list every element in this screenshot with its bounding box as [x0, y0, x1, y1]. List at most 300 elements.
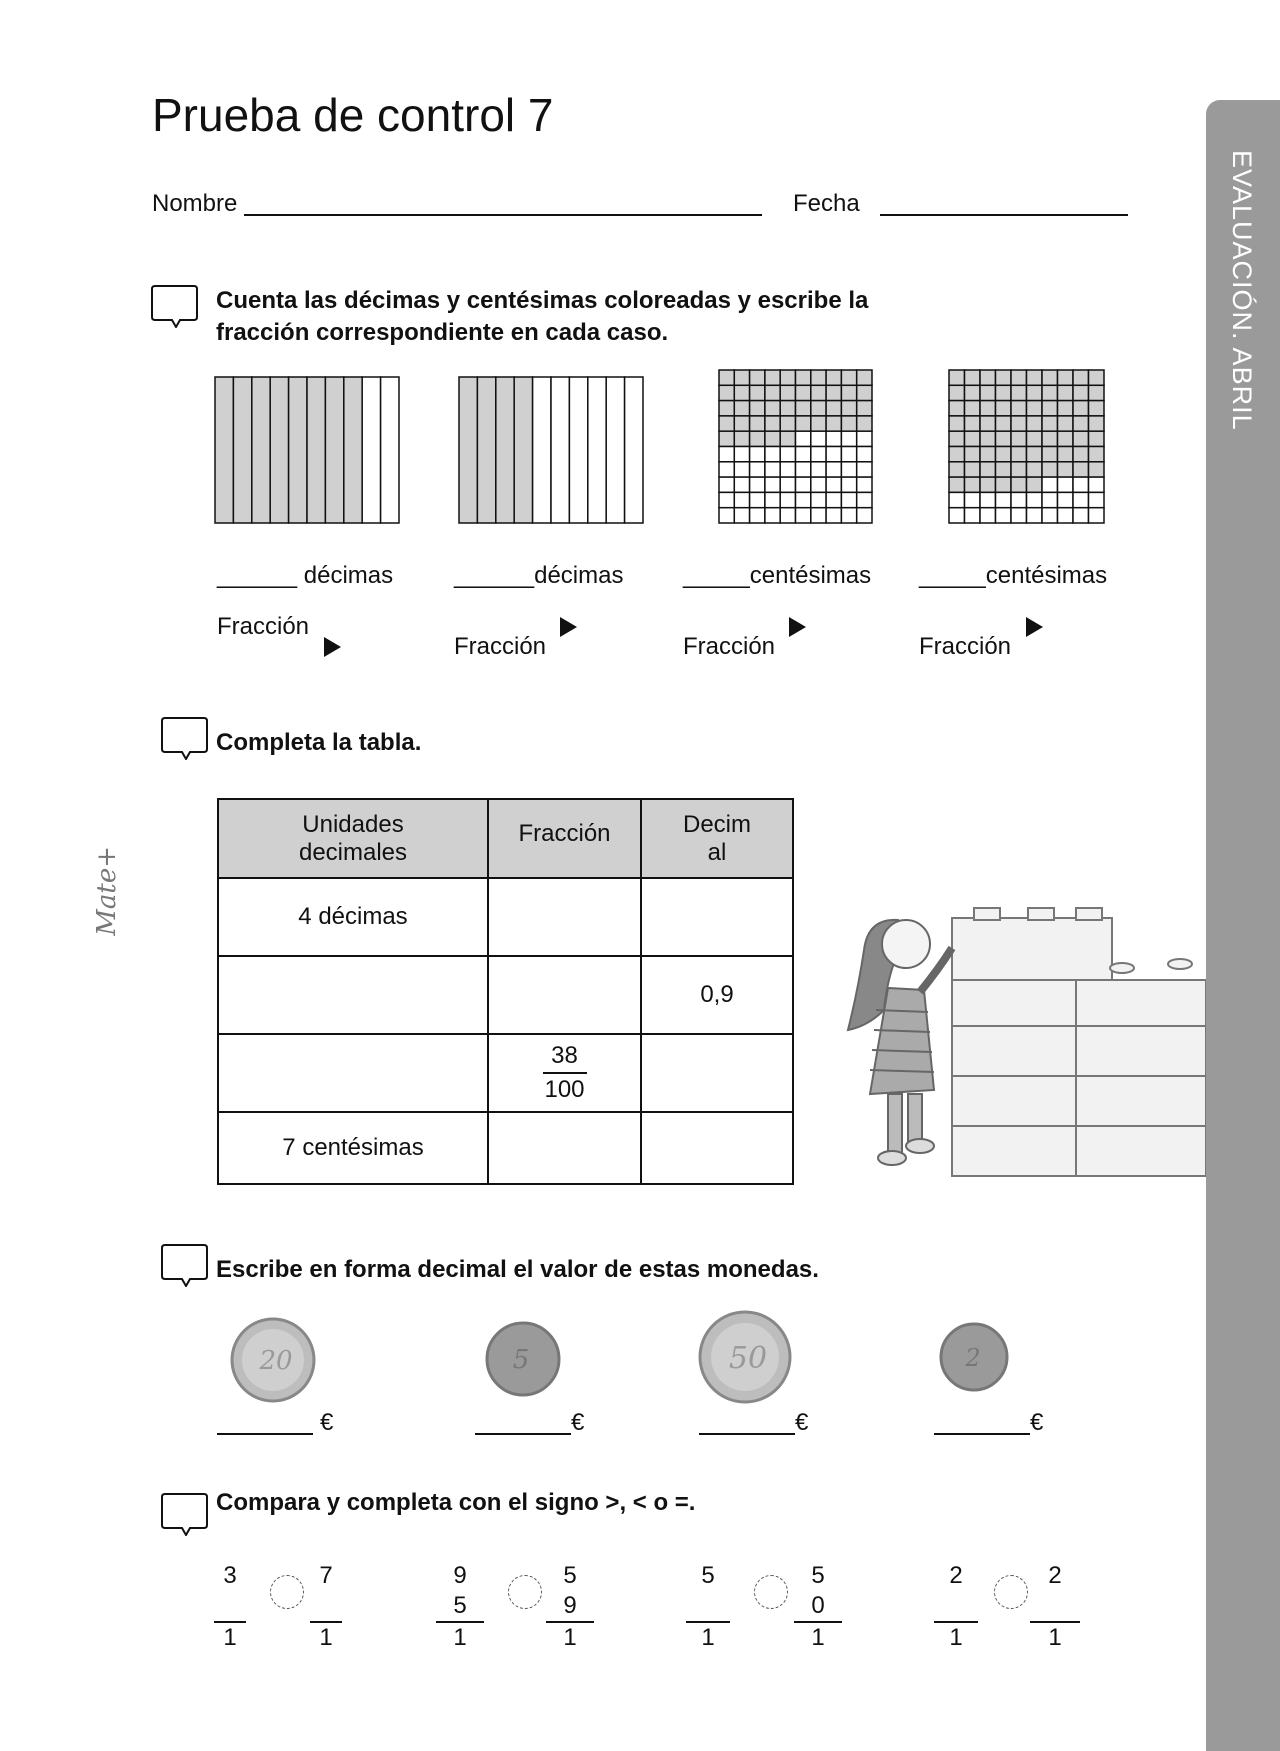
hundredth-cell — [841, 508, 856, 523]
hundredth-cell — [1089, 477, 1105, 492]
hundredth-cell — [1073, 401, 1089, 416]
page-title: Prueba de control 7 — [152, 89, 554, 141]
hundredth-cell — [796, 370, 811, 385]
coin-answer-4[interactable] — [934, 1433, 1030, 1435]
tenth-strip — [307, 377, 325, 523]
hundredth-cell — [857, 431, 872, 446]
hundredth-cell — [1042, 447, 1058, 462]
coin-50-cent-icon — [698, 1310, 792, 1404]
coin-face: 2 — [965, 1344, 981, 1372]
hundredth-cell — [949, 477, 965, 492]
hundredth-cell — [857, 492, 872, 507]
coin-2-cent-icon — [939, 1322, 1009, 1392]
hundredth-cell — [1089, 492, 1105, 507]
fraction-left: 9 5 1 — [436, 1561, 484, 1653]
cell-unidades: 7 centésimas — [218, 1112, 488, 1184]
cell-decimal[interactable] — [641, 1112, 793, 1184]
hundredth-cell — [980, 462, 996, 477]
fraction-denominator: 100 — [544, 1076, 585, 1103]
hundredth-cell — [1042, 477, 1058, 492]
hundredth-cell — [719, 477, 734, 492]
hundredth-cell — [965, 370, 981, 385]
hundredth-cell — [796, 492, 811, 507]
hundredth-cell — [1011, 431, 1027, 446]
fraction-label-1: Fracción — [217, 613, 310, 640]
hundredth-cell — [750, 462, 765, 477]
hundredth-cell — [826, 370, 841, 385]
hundredth-cell — [1027, 416, 1043, 431]
hundredth-cell — [857, 477, 872, 492]
hundredth-cell — [949, 431, 965, 446]
cell-unidades: 4 décimas — [218, 878, 488, 956]
hundredth-cell — [780, 401, 795, 416]
hundredth-cell — [719, 447, 734, 462]
hundredth-cell — [811, 508, 826, 523]
q1-answer-4[interactable]: _____centésimas — [919, 562, 1108, 589]
hundredth-cell — [1058, 416, 1074, 431]
hundredth-cell — [765, 416, 780, 431]
hundredth-cell — [796, 401, 811, 416]
euro-sign: € — [571, 1409, 585, 1436]
hundredth-cell — [780, 370, 795, 385]
q1-instruction: Cuenta las décimas y centésimas coloreadas y escribe la fracción correspondiente en cada caso. — [216, 287, 869, 346]
hundredth-cell — [826, 447, 841, 462]
hundredth-cell — [841, 447, 856, 462]
hundredth-cell — [965, 416, 981, 431]
arrow-icon — [1026, 617, 1043, 637]
tenth-strip — [215, 377, 233, 523]
fraction-right: 5 9 1 — [546, 1561, 594, 1653]
hundredth-cell — [1011, 416, 1027, 431]
fraction-label-3: Fracción — [683, 633, 776, 660]
tenth-strip — [459, 377, 477, 523]
coin-face: 50 — [728, 1341, 768, 1376]
side-tab-label: EVALUACIÓN. ABRIL — [1227, 150, 1257, 431]
coin-answer-2[interactable] — [475, 1433, 571, 1435]
header-unidades: Unidades decimales — [218, 799, 488, 878]
hundredth-cell — [841, 431, 856, 446]
hundredth-cell — [1011, 385, 1027, 400]
tenth-strip — [606, 377, 624, 523]
hundredth-cell — [811, 477, 826, 492]
cell-unidades[interactable] — [218, 956, 488, 1034]
hundredth-cell — [1027, 401, 1043, 416]
cell-decimal[interactable] — [641, 1034, 793, 1112]
cell-decimal[interactable] — [641, 878, 793, 956]
tenth-strip — [252, 377, 270, 523]
hundredth-cell — [857, 385, 872, 400]
q1-answer-3[interactable]: _____centésimas — [683, 562, 872, 589]
speech-bubble-icon — [160, 1243, 208, 1287]
hundredth-cell — [765, 462, 780, 477]
hundredth-cell — [841, 401, 856, 416]
hundredth-cell — [796, 477, 811, 492]
fraction-left: 2 1 — [934, 1561, 978, 1653]
hundredth-cell — [1011, 447, 1027, 462]
hundredth-cell — [996, 447, 1012, 462]
hundredth-cell — [996, 462, 1012, 477]
hundredth-cell — [1027, 462, 1043, 477]
hundredths-grid-2 — [948, 369, 1105, 524]
hundredth-cell — [826, 477, 841, 492]
tenth-strip — [270, 377, 288, 523]
decimal-table — [217, 798, 794, 1185]
hundredth-cell — [1042, 462, 1058, 477]
fraction-right: 2 1 — [1030, 1561, 1080, 1653]
hundredth-cell — [980, 370, 996, 385]
hundredth-cell — [1073, 431, 1089, 446]
hundredth-cell — [965, 492, 981, 507]
tenth-strip — [381, 377, 399, 523]
hundredth-cell — [1027, 492, 1043, 507]
hundredth-cell — [734, 370, 749, 385]
hundredth-cell — [780, 416, 795, 431]
hundredth-cell — [796, 416, 811, 431]
hundredth-cell — [841, 416, 856, 431]
hundredth-cell — [1011, 508, 1027, 523]
hundredth-cell — [719, 416, 734, 431]
coin-answer-3[interactable] — [699, 1433, 795, 1435]
hundredth-cell — [1042, 492, 1058, 507]
hundredth-cell — [1027, 385, 1043, 400]
hundredth-cell — [980, 385, 996, 400]
hundredth-cell — [826, 492, 841, 507]
hundredth-cell — [965, 447, 981, 462]
hundredth-cell — [996, 385, 1012, 400]
hundredth-cell — [965, 431, 981, 446]
header-fraccion: Fracción — [488, 799, 641, 878]
hundredth-cell — [857, 370, 872, 385]
hundredth-cell — [780, 508, 795, 523]
brand-logo: Mate+ — [92, 846, 122, 936]
hundredth-cell — [1058, 492, 1074, 507]
q2-instruction: Completa la tabla. — [216, 729, 422, 756]
hundredth-cell — [841, 462, 856, 477]
hundredth-cell — [1058, 462, 1074, 477]
euro-sign: € — [320, 1409, 334, 1436]
hundredth-cell — [734, 401, 749, 416]
hundredth-cell — [765, 370, 780, 385]
fraction-right: 7 1 — [306, 1561, 346, 1653]
hundredth-cell — [980, 416, 996, 431]
fraction-numerator: 38 — [543, 1040, 587, 1074]
hundredth-cell — [796, 447, 811, 462]
hundredth-cell — [734, 492, 749, 507]
fraction-label-2: Fracción — [454, 633, 547, 660]
tenth-strip — [588, 377, 606, 523]
hundredth-cell — [719, 431, 734, 446]
hundredth-cell — [1089, 370, 1105, 385]
cell-fraccion[interactable] — [488, 956, 641, 1034]
hundredths-grid-1 — [718, 369, 873, 524]
arrow-icon — [560, 617, 577, 637]
hundredth-cell — [750, 492, 765, 507]
q3-instruction: Escribe en forma decimal el valor de estas monedas. — [216, 1256, 819, 1283]
header-decimal: Decim al — [641, 799, 793, 878]
hundredth-cell — [734, 431, 749, 446]
tenth-strip — [477, 377, 495, 523]
hundredth-cell — [734, 416, 749, 431]
comparison-circle[interactable] — [508, 1575, 542, 1609]
hundredth-cell — [980, 431, 996, 446]
hundredth-cell — [1042, 385, 1058, 400]
euro-sign: € — [1030, 1409, 1044, 1436]
tenth-strip — [514, 377, 532, 523]
tenth-strip — [625, 377, 643, 523]
name-label: Nombre — [152, 190, 238, 217]
table-row — [218, 1112, 793, 1184]
hundredth-cell — [965, 385, 981, 400]
hundredth-cell — [780, 385, 795, 400]
hundredth-cell — [750, 477, 765, 492]
arrow-icon — [789, 617, 806, 637]
hundredth-cell — [826, 401, 841, 416]
hundredth-cell — [765, 447, 780, 462]
hundredth-cell — [1011, 477, 1027, 492]
cell-fraccion[interactable] — [488, 878, 641, 956]
coin-answer-1[interactable] — [217, 1433, 313, 1435]
hundredth-cell — [1073, 447, 1089, 462]
hundredth-cell — [949, 492, 965, 507]
hundredth-cell — [719, 370, 734, 385]
name-field[interactable] — [244, 214, 762, 216]
hundredth-cell — [1011, 462, 1027, 477]
hundredth-cell — [1073, 508, 1089, 523]
q1-answer-2[interactable]: ______décimas — [454, 562, 624, 589]
hundredth-cell — [996, 370, 1012, 385]
hundredth-cell — [1042, 431, 1058, 446]
hundredth-cell — [949, 447, 965, 462]
hundredth-cell — [1089, 431, 1105, 446]
hundredth-cell — [1073, 370, 1089, 385]
hundredth-cell — [1058, 431, 1074, 446]
hundredth-cell — [1011, 401, 1027, 416]
hundredth-cell — [1058, 477, 1074, 492]
hundredth-cell — [780, 431, 795, 446]
hundredth-cell — [980, 492, 996, 507]
tenth-strip — [551, 377, 569, 523]
table-row — [218, 1034, 793, 1112]
hundredth-cell — [996, 401, 1012, 416]
hundredth-cell — [780, 447, 795, 462]
hundredth-cell — [1042, 370, 1058, 385]
hundredth-cell — [826, 508, 841, 523]
comparison-circle[interactable] — [754, 1575, 788, 1609]
hundredth-cell — [996, 492, 1012, 507]
fraction-right: 5 0 1 — [794, 1561, 842, 1653]
comparison-circle[interactable] — [994, 1575, 1028, 1609]
hundredth-cell — [949, 416, 965, 431]
table-row — [218, 878, 793, 956]
hundredth-cell — [949, 401, 965, 416]
hundredth-cell — [1058, 401, 1074, 416]
tenth-strip — [325, 377, 343, 523]
hundredth-cell — [1089, 385, 1105, 400]
hundredth-cell — [1073, 416, 1089, 431]
fraction-left: 3 1 — [210, 1561, 250, 1653]
date-label: Fecha — [793, 190, 860, 217]
hundredth-cell — [719, 401, 734, 416]
hundredth-cell — [1073, 492, 1089, 507]
cell-fraccion[interactable] — [488, 1112, 641, 1184]
hundredth-cell — [1058, 447, 1074, 462]
hundredth-cell — [949, 385, 965, 400]
coin-5-cent-icon — [485, 1321, 561, 1397]
hundredth-cell — [750, 447, 765, 462]
hundredth-cell — [734, 477, 749, 492]
hundredth-cell — [857, 508, 872, 523]
hundredth-cell — [826, 385, 841, 400]
tenth-strip — [289, 377, 307, 523]
date-field[interactable] — [880, 214, 1128, 216]
hundredth-cell — [857, 462, 872, 477]
hundredth-cell — [826, 416, 841, 431]
hundredth-cell — [780, 492, 795, 507]
tenth-strip — [533, 377, 551, 523]
hundredth-cell — [796, 385, 811, 400]
hundredth-cell — [811, 416, 826, 431]
hundredth-cell — [980, 508, 996, 523]
coin-face: 5 — [512, 1345, 530, 1375]
hundredth-cell — [780, 462, 795, 477]
hundredth-cell — [1089, 447, 1105, 462]
table-header-row — [218, 799, 793, 878]
coin-face: 20 — [259, 1346, 293, 1376]
hundredth-cell — [841, 492, 856, 507]
hundredth-cell — [1089, 462, 1105, 477]
hundredth-cell — [949, 462, 965, 477]
hundredth-cell — [811, 401, 826, 416]
tenth-strip — [362, 377, 380, 523]
hundredth-cell — [750, 385, 765, 400]
fraction-left: 5 1 — [686, 1561, 730, 1653]
hundredth-cell — [965, 462, 981, 477]
hundredth-cell — [811, 447, 826, 462]
hundredth-cell — [1073, 462, 1089, 477]
hundredth-cell — [1011, 492, 1027, 507]
hundredth-cell — [750, 431, 765, 446]
tenth-strip — [496, 377, 514, 523]
hundredth-cell — [1027, 508, 1043, 523]
hundredth-cell — [780, 477, 795, 492]
hundredth-cell — [765, 385, 780, 400]
hundredth-cell — [796, 462, 811, 477]
hundredth-cell — [980, 447, 996, 462]
hundredth-cell — [811, 462, 826, 477]
hundredth-cell — [811, 492, 826, 507]
hundredth-cell — [965, 401, 981, 416]
hundredth-cell — [750, 416, 765, 431]
hundredth-cell — [811, 431, 826, 446]
hundredth-cell — [734, 462, 749, 477]
hundredth-cell — [1042, 508, 1058, 523]
hundredth-cell — [750, 401, 765, 416]
hundredth-cell — [719, 508, 734, 523]
tenth-strip — [233, 377, 251, 523]
hundredth-cell — [1011, 370, 1027, 385]
tenths-grid-2 — [458, 376, 644, 524]
hundredth-cell — [1073, 477, 1089, 492]
hundredth-cell — [1027, 370, 1043, 385]
hundredth-cell — [796, 431, 811, 446]
cell-fraccion — [488, 1034, 641, 1112]
hundredth-cell — [811, 385, 826, 400]
hundredth-cell — [996, 477, 1012, 492]
hundredth-cell — [811, 370, 826, 385]
hundredth-cell — [765, 492, 780, 507]
hundredth-cell — [996, 431, 1012, 446]
hundredth-cell — [750, 508, 765, 523]
hundredth-cell — [719, 462, 734, 477]
hundredth-cell — [796, 508, 811, 523]
hundredth-cell — [1089, 401, 1105, 416]
tenth-strip — [344, 377, 362, 523]
hundredth-cell — [841, 385, 856, 400]
hundredth-cell — [1042, 416, 1058, 431]
hundredth-cell — [857, 401, 872, 416]
hundredth-cell — [1042, 401, 1058, 416]
coin-20-cent-icon — [230, 1317, 316, 1403]
girl-with-blocks-illustration — [828, 900, 1206, 1180]
q4-instruction: Compara y completa con el signo >, < o =. — [216, 1489, 696, 1516]
hundredth-cell — [1058, 370, 1074, 385]
hundredth-cell — [1027, 431, 1043, 446]
hundredth-cell — [750, 370, 765, 385]
hundredth-cell — [734, 385, 749, 400]
hundredth-cell — [965, 477, 981, 492]
hundredth-cell — [1073, 385, 1089, 400]
hundredth-cell — [996, 508, 1012, 523]
hundredth-cell — [857, 416, 872, 431]
hundredth-cell — [719, 492, 734, 507]
hundredth-cell — [949, 370, 965, 385]
hundredth-cell — [1058, 385, 1074, 400]
hundredth-cell — [1058, 508, 1074, 523]
hundredth-cell — [765, 477, 780, 492]
comparison-circle[interactable] — [270, 1575, 304, 1609]
table-row — [218, 956, 793, 1034]
arrow-icon — [324, 637, 341, 657]
hundredth-cell — [719, 385, 734, 400]
cell-decimal: 0,9 — [641, 956, 793, 1034]
hundredth-cell — [734, 447, 749, 462]
speech-bubble-icon — [160, 716, 208, 760]
hundredth-cell — [826, 462, 841, 477]
hundredth-cell — [949, 508, 965, 523]
q1-answer-1[interactable]: ______ décimas — [217, 562, 394, 589]
cell-unidades[interactable] — [218, 1034, 488, 1112]
hundredth-cell — [826, 431, 841, 446]
tenth-strip — [569, 377, 587, 523]
hundredth-cell — [1089, 416, 1105, 431]
hundredth-cell — [965, 508, 981, 523]
hundredth-cell — [1027, 447, 1043, 462]
hundredth-cell — [996, 416, 1012, 431]
hundredth-cell — [1089, 508, 1105, 523]
hundredth-cell — [841, 370, 856, 385]
hundredth-cell — [980, 401, 996, 416]
hundredth-cell — [734, 508, 749, 523]
hundredth-cell — [980, 477, 996, 492]
speech-bubble-icon — [160, 1492, 208, 1536]
speech-bubble-icon — [150, 284, 198, 328]
hundredth-cell — [857, 447, 872, 462]
hundredth-cell — [765, 431, 780, 446]
hundredth-cell — [765, 401, 780, 416]
hundredth-cell — [841, 477, 856, 492]
hundredth-cell — [1027, 477, 1043, 492]
euro-sign: € — [795, 1409, 809, 1436]
